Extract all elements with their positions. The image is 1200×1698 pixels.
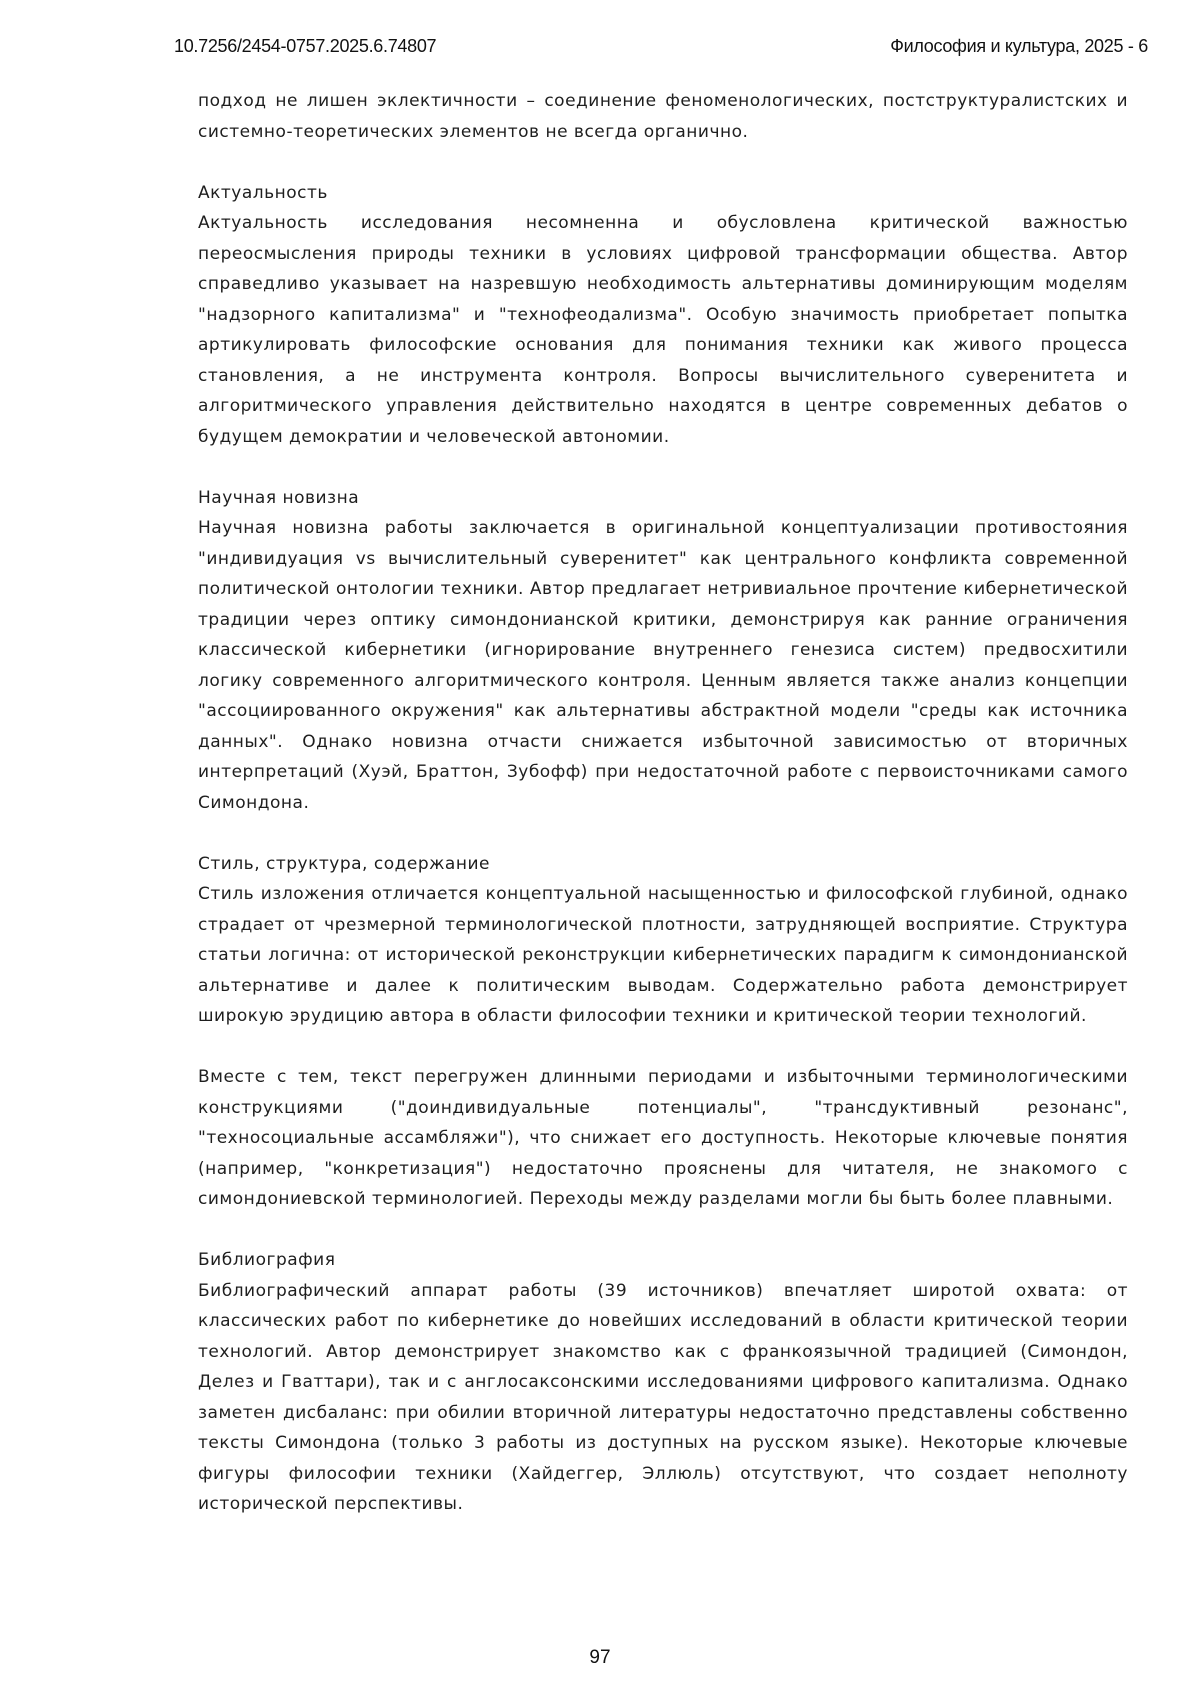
paragraph-gap <box>198 147 1128 178</box>
intro-paragraph: подход не лишен эклектичности – соединение феноменологических, постструктуралистских и системно-теоретических элементов не всегда органично. <box>198 86 1128 147</box>
page-number: 97 <box>0 1647 1200 1669</box>
running-header <box>174 36 1148 60</box>
section-heading-relevance: Актуальность <box>198 178 1128 209</box>
paragraph-gap <box>198 818 1128 849</box>
section-heading-bibliography: Библиография <box>198 1245 1128 1276</box>
section-heading-novelty: Научная новизна <box>198 483 1128 514</box>
section-paragraph-novelty: Научная новизна работы заключается в оригинальной концептуализации противостояния "индивидуация vs вычислительный суверенитет" как центрального конфликта современной политической онтологии техники. Автор предлагает нетривиальное прочтение кибернетической традиции через оптику симондонианской критики, демонстрируя как ранние ограничения классической кибернетики (игнорирование внутреннего генезиса систем) предвосхитили логику современного алгоритмического контроля. Ценным является также анализ концепции "ассоциированного окружения" как альтернативы абстрактной модели "среды как источника данных". Однако новизна отчасти снижается избыточной зависимостью от вторичных интерпретаций (Хуэй, Браттон, Зубофф) при недостаточной работе с первоисточниками самого Симондона. <box>198 513 1128 818</box>
paragraph-gap <box>198 1215 1128 1246</box>
section-paragraph-bibliography: Библиографический аппарат работы (39 источников) впечатляет широтой охвата: от классических работ по кибернетике до новейших исследований в области критической теории технологий. Автор демонстрирует знакомство как с франкоязычной традицией (Симондон, Делез и Гваттари), так и с англосаксонскими исследованиями цифрового капитализма. Однако заметен дисбаланс: при обилии вторичной литературы недостаточно представлены собственно тексты Симондона (только 3 работы из доступных на русском языке). Некоторые ключевые фигуры философии техники (Хайдеггер, Эллюль) отсутствуют, что создает неполноту исторической перспективы. <box>198 1276 1128 1520</box>
section-paragraph-relevance: Актуальность исследования несомненна и обусловлена критической важностью переосмысления природы техники в условиях цифровой трансформации общества. Автор справедливо указывает на назревшую необходимость альтернативы доминирующим моделям "надзорного капитализма" и "технофеодализма". Особую значимость приобретает попытка артикулировать философские основания для понимания техники как живого процесса становления, а не инструмента контроля. Вопросы вычислительного суверенитета и алгоритмического управления действительно находятся в центре современных дебатов о будущем демократии и человеческой автономии. <box>198 208 1128 452</box>
paragraph-gap <box>198 1032 1128 1063</box>
section-heading-style: Стиль, структура, содержание <box>198 849 1128 880</box>
review-body <box>198 86 1128 1520</box>
section-paragraph-style-2: Вместе с тем, текст перегружен длинными периодами и избыточными терминологическими конструкциями ("доиндивидуальные потенциалы", "трансдуктивный резонанс", "техносоциальные ассамбляжи"), что снижает его доступность. Некоторые ключевые понятия (например, "конкретизация") недостаточно прояснены для читателя, не знакомого с симондониевской терминологией. Переходы между разделами могли бы быть более плавными. <box>198 1062 1128 1215</box>
doi-text: 10.7256/2454-0757.2025.6.74807 <box>174 36 436 57</box>
section-paragraph-style: Стиль изложения отличается концептуальной насыщенностью и философской глубиной, однако страдает от чрезмерной терминологической плотности, затрудняющей восприятие. Структура статьи логична: от исторической реконструкции кибернетических парадигм к симондонианской альтернативе и далее к политическим выводам. Содержательно работа демонстрирует широкую эрудицию автора в области философии техники и критической теории технологий. <box>198 879 1128 1032</box>
paragraph-gap <box>198 452 1128 483</box>
journal-title: Философия и культура, 2025 - 6 <box>890 36 1148 57</box>
